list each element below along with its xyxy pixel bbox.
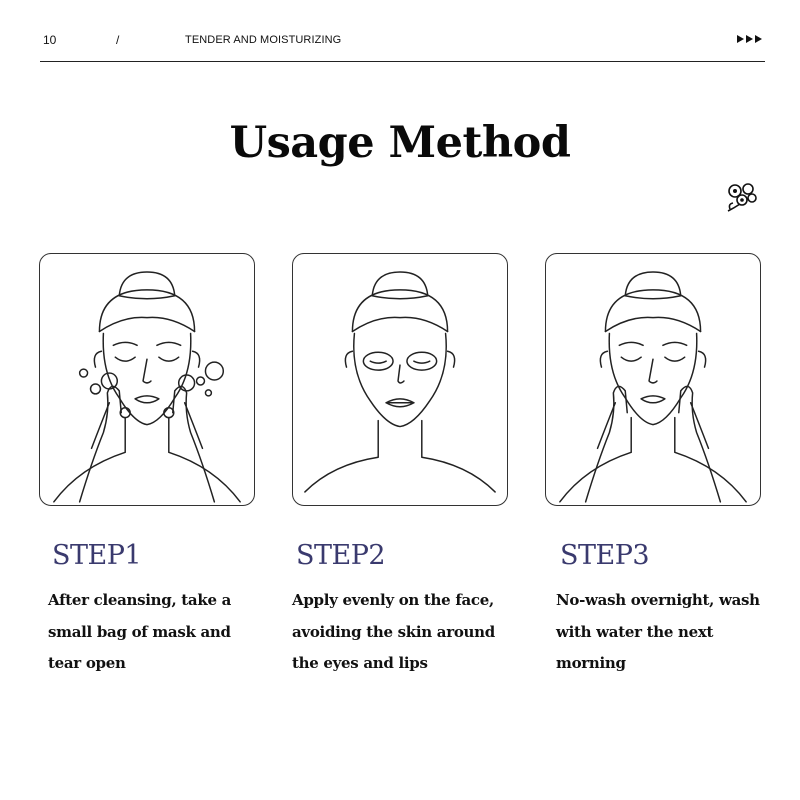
face-mask-icon — [293, 254, 507, 505]
step2-description: Apply evenly on the face, avoiding the skin around the eyes and lips — [292, 591, 495, 672]
step1-title: STEP1 — [52, 540, 142, 571]
step1-illustration-card — [39, 253, 255, 506]
step2-title: STEP2 — [296, 540, 386, 571]
page-title: Usage Method — [229, 118, 571, 168]
page-header — [40, 30, 765, 62]
step3-illustration-card — [545, 253, 761, 506]
flower-bud-icon — [724, 180, 760, 214]
step2-block — [292, 540, 522, 680]
header-title: TENDER AND MOISTURIZING — [185, 34, 342, 46]
triple-right-arrow-icon — [737, 34, 765, 44]
step2-illustration-card — [292, 253, 508, 506]
step3-title: STEP3 — [560, 540, 650, 571]
face-massage-icon — [546, 254, 760, 505]
step3-block — [556, 540, 786, 680]
header-separator: / — [116, 33, 120, 47]
page-number: 10 — [43, 33, 57, 47]
step1-block — [48, 540, 278, 680]
step3-description: No-wash overnight, wash with water the next morning — [556, 591, 760, 672]
step1-description: After cleansing, take a small bag of mask and tear open — [48, 591, 232, 672]
face-washing-icon — [40, 254, 254, 505]
